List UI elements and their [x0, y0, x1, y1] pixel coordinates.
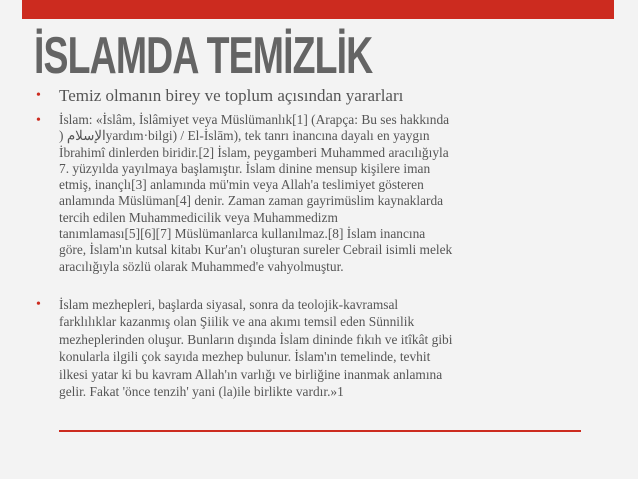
text-line: 7. yüzyılda yayılmaya başlamıştır. İslam dinine mensup kişilere iman: [59, 160, 431, 176]
text-line: farklılıklar kazanmış olan Şiilik ve ana akımı temsil eden Sünnilik: [59, 314, 415, 330]
text-line: etmiş, inançlı[3] anlamında mü'min veya Allah'a teslimiyet gösteren: [59, 177, 424, 193]
bullet-icon: •: [36, 88, 41, 103]
slide-body: [34, 86, 594, 401]
slide-title: İSLAMDA TEMİZLİK: [34, 27, 373, 85]
text-line: İbrahimî dinlerden biridir.[2] İslam, peygamberi Muhammed aracılığıyla: [59, 144, 449, 160]
text-line: İslam: «İslâm, İslâmiyet veya Müslümanlık[1] (Arapça: Bu ses hakkında: [59, 112, 450, 127]
bullet-icon: •: [36, 113, 41, 128]
subtitle-text: Temiz olmanın birey ve toplum açısından yararları: [59, 86, 404, 105]
text-line: anlamında Müslüman[4] denir. Zaman zaman gayrimüslim kaynaklarda: [59, 193, 444, 209]
text-line: gelir. Fakat 'önce tenzih' yani (la)ile birlikte vardır.»1: [59, 384, 344, 400]
text-line: İslam mezhepleri, başlarda siyasal, sonra da teolojik-kavramsal: [59, 296, 399, 312]
subtitle-item: [34, 86, 594, 106]
text-line: göre, İslam'ın kutsal kitabı Kur'an'ı oluşturan sureler Cebrail isimli melek: [59, 242, 453, 258]
bottom-divider: [59, 430, 581, 432]
paragraph-islam-definition: [34, 112, 594, 275]
text-line: tanımlaması[5][6][7] Müslümanlarca kullanılmaz.[8] İslam inancına: [59, 226, 426, 242]
text-line: aracılığıyla sözlü olarak Muhammed'e vahyolmuştur.: [59, 258, 344, 274]
text-line: tercih edilen Muhammedicilik veya Muhammedizm: [59, 209, 338, 225]
text-line: ) الإسلام‎yardım·bilgi) / El-İslām), tek tanrı inancına dayalı en yaygın: [59, 128, 430, 144]
text-line: konularla ilgili çok sayıda mezhep bulunur. İslam'ın temelinde, tevhit: [59, 349, 431, 365]
bullet-icon: •: [36, 296, 41, 312]
top-accent-bar: [22, 0, 614, 19]
paragraph-islam-sects: [34, 296, 594, 401]
text-line: mezheplerinden oluşur. Bunların dışında İslam dininde fıkıh ve itîkât gibi: [59, 331, 453, 347]
text-line: ilkesi yatar ki bu kavram Allah'ın varlığı ve birliğine inanmak anlamına: [59, 366, 443, 382]
